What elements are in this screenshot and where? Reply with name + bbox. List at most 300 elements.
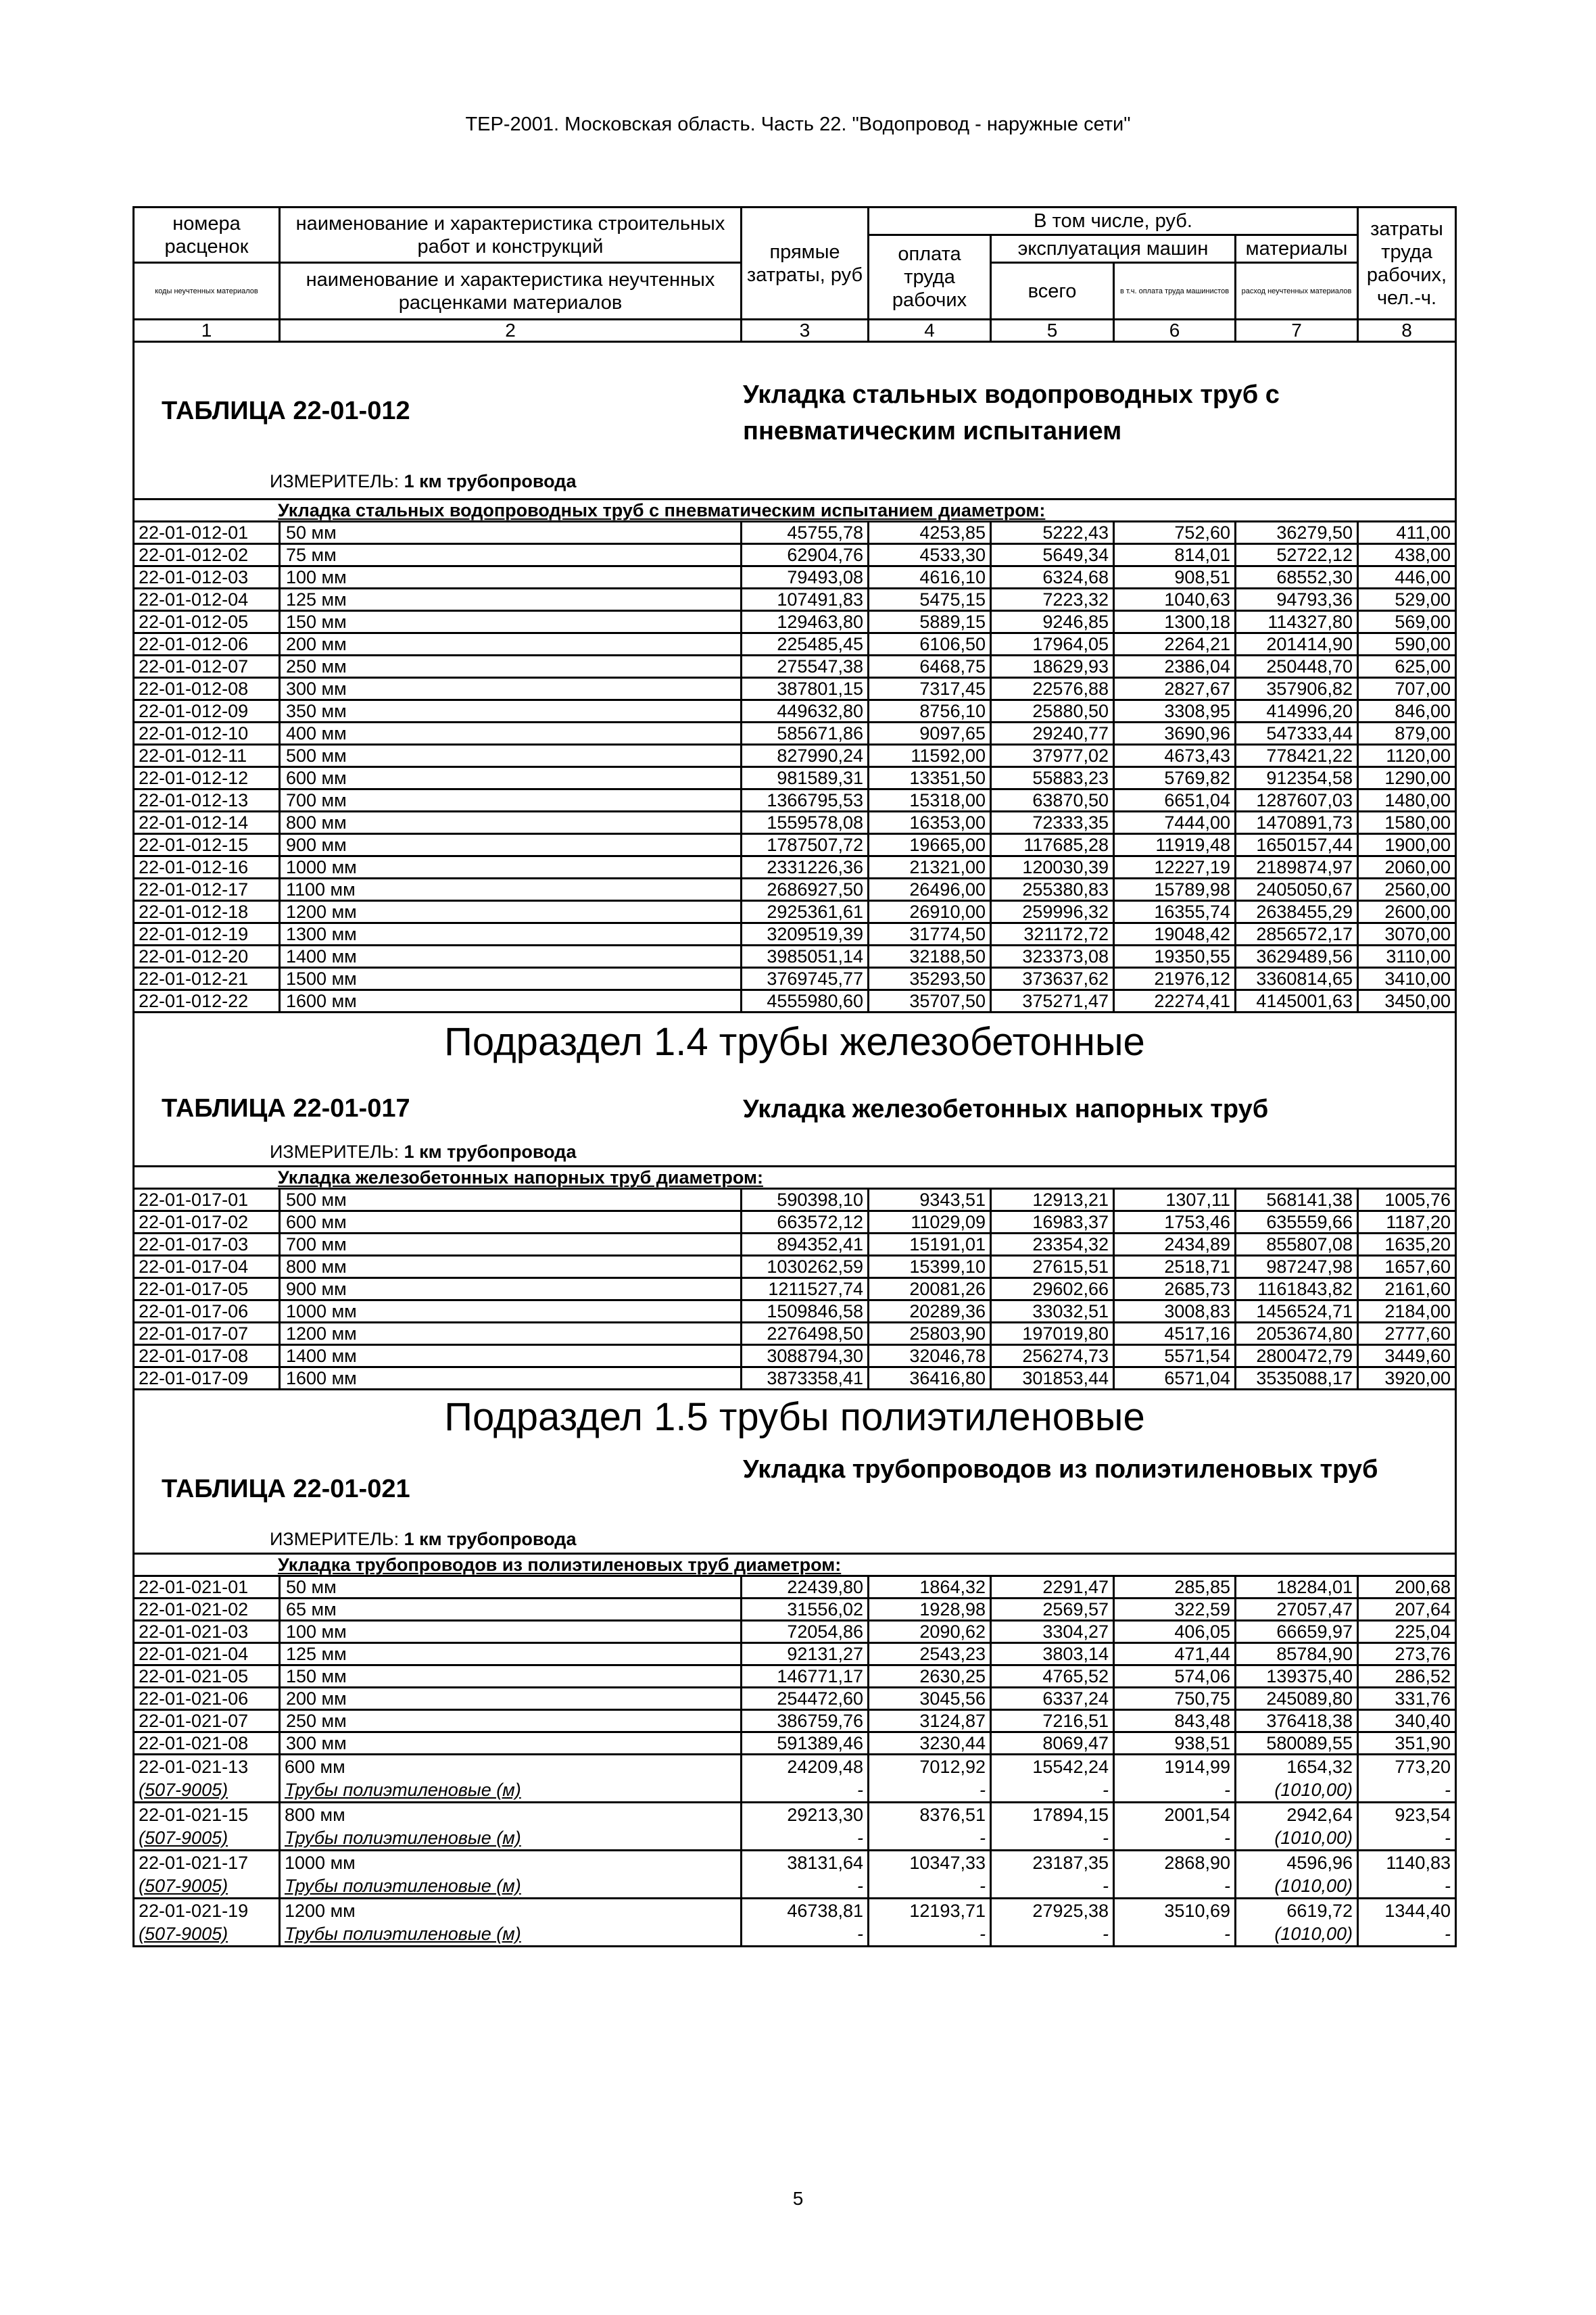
material-work-name-value: Трубы полиэтиленовые (м) — [285, 1828, 521, 1848]
rate-code: 22-01-012-21 — [134, 968, 280, 990]
machine-costs: 6324,68 — [991, 566, 1114, 589]
direct-costs: 387801,15 — [742, 678, 869, 700]
machine-costs: 9246,85 — [991, 611, 1114, 633]
labor-hours: 1290,00 — [1358, 767, 1456, 789]
worker-wages: 3230,44 — [869, 1732, 991, 1755]
worker-wages: 21321,00 — [869, 856, 991, 879]
labor-hours: 590,00 — [1358, 633, 1456, 656]
work-name: 125 мм — [280, 1643, 742, 1665]
work-name: 50 мм — [280, 522, 742, 544]
machinist-wages: 2518,71 — [1114, 1256, 1236, 1278]
work-name: 125 мм — [280, 589, 742, 611]
direct-costs: 79493,08 — [742, 566, 869, 589]
rate-code: 22-01-021-03 — [134, 1621, 280, 1643]
rate-code: 22-01-017-05 — [134, 1278, 280, 1300]
rate-code: 22-01-012-04 — [134, 589, 280, 611]
labor-hours: 3070,00 — [1358, 923, 1456, 946]
material-costs: 18284,01 — [1236, 1576, 1358, 1599]
machine-costs: 72333,35 — [991, 812, 1114, 834]
measurement-unit-label: ИЗМЕРИТЕЛЬ: — [270, 1529, 404, 1549]
labor-hours: 3410,00 — [1358, 968, 1456, 990]
material-costs: 778421,22 — [1236, 745, 1358, 767]
table-row — [134, 1256, 1456, 1278]
worker-wages: 19665,00 — [869, 834, 991, 856]
table-row — [134, 656, 1456, 678]
table-row — [134, 789, 1456, 812]
material-costs: 4596,96 — [1286, 1853, 1353, 1873]
subsection-row — [134, 1013, 1456, 1071]
table-heading-row — [134, 1444, 1456, 1554]
machine-costs: 256274,73 — [991, 1345, 1114, 1367]
work-name: 500 мм — [280, 1189, 742, 1211]
machine-costs-cell — [991, 1803, 1114, 1851]
table-description: Укладка трубопроводов из полиэтиленовых труб — [743, 1455, 1378, 1484]
material-costs: 912354,58 — [1236, 767, 1358, 789]
worker-wages-cell — [869, 1899, 991, 1947]
rate-code: 22-01-012-07 — [134, 656, 280, 678]
machinist-wages: 938,51 — [1114, 1732, 1236, 1755]
machine-costs-cell — [991, 1899, 1114, 1947]
machinist-wages: 843,48 — [1114, 1710, 1236, 1732]
material-costs: 6619,72 — [1286, 1901, 1353, 1921]
work-name: 100 мм — [280, 1621, 742, 1643]
measurement-unit — [270, 471, 576, 492]
labor-hours: 1005,76 — [1358, 1189, 1456, 1211]
material-material-costs — [1240, 1826, 1353, 1849]
labor-hours: 273,76 — [1358, 1643, 1456, 1665]
work-name: 350 мм — [280, 700, 742, 723]
direct-costs: 225485,45 — [742, 633, 869, 656]
direct-costs: 585671,86 — [742, 723, 869, 745]
worker-wages: 9097,65 — [869, 723, 991, 745]
work-name: 100 мм — [280, 566, 742, 589]
material-worker-wages-value: - — [980, 1924, 986, 1944]
work-name: 1100 мм — [280, 879, 742, 901]
material-costs: 4145001,63 — [1236, 990, 1358, 1013]
header-unaccounted-materials: расход неучтенных материалов — [1236, 263, 1358, 320]
work-name: 150 мм — [280, 1665, 742, 1688]
material-machine-costs — [996, 1778, 1109, 1801]
direct-costs: 2686927,50 — [742, 879, 869, 901]
direct-costs: 1030262,59 — [742, 1256, 869, 1278]
material-direct-costs — [746, 1874, 863, 1897]
machinist-wages: 2685,73 — [1114, 1278, 1236, 1300]
rate-code: 22-01-012-10 — [134, 723, 280, 745]
machinist-wages: 5769,82 — [1114, 767, 1236, 789]
machinist-wages: 574,06 — [1114, 1665, 1236, 1688]
table-row — [134, 1189, 1456, 1211]
table-row — [134, 1576, 1456, 1599]
rate-code: 22-01-012-09 — [134, 700, 280, 723]
rate-code: 22-01-017-07 — [134, 1323, 280, 1345]
rate-code: 22-01-017-09 — [134, 1367, 280, 1390]
machine-costs: 8069,47 — [991, 1732, 1114, 1755]
worker-wages: 4533,30 — [869, 544, 991, 566]
header-worker-wages: оплата труда рабочих — [869, 235, 991, 320]
machine-costs: 6337,24 — [991, 1688, 1114, 1710]
material-worker-wages-value: - — [980, 1828, 986, 1848]
worker-wages: 10347,33 — [909, 1853, 986, 1873]
table-row — [134, 1732, 1456, 1755]
machine-costs: 15542,24 — [1032, 1757, 1109, 1777]
work-name: 600 мм — [280, 1211, 742, 1234]
material-machine-costs-value: - — [1103, 1924, 1109, 1944]
machine-costs: 17964,05 — [991, 633, 1114, 656]
material-costs: 987247,98 — [1236, 1256, 1358, 1278]
header-machines-total: всего — [991, 263, 1114, 320]
material-costs: 1650157,44 — [1236, 834, 1358, 856]
rates-table-frame — [132, 206, 1455, 1947]
material-costs-cell — [1236, 1803, 1358, 1851]
material-worker-wages — [873, 1778, 986, 1801]
measurement-unit-value: 1 км трубопровода — [404, 1142, 577, 1162]
worker-wages: 12193,71 — [909, 1901, 986, 1921]
rate-code: 22-01-012-06 — [134, 633, 280, 656]
rates-table — [132, 206, 1457, 1947]
material-costs: 250448,70 — [1236, 656, 1358, 678]
table-row — [134, 990, 1456, 1013]
machinist-wages: 6571,04 — [1114, 1367, 1236, 1390]
worker-wages: 15399,10 — [869, 1256, 991, 1278]
table-row-with-material — [134, 1851, 1456, 1899]
material-work-name — [285, 1826, 736, 1849]
material-labor-hours — [1363, 1778, 1451, 1801]
rate-code: 22-01-012-12 — [134, 767, 280, 789]
group-title: Укладка стальных водопроводных труб с пневматическим испытанием диаметром: — [134, 499, 1456, 522]
group-title: Укладка железобетонных напорных труб диаметром: — [134, 1167, 1456, 1189]
work-name-cell — [280, 1755, 742, 1803]
group-row — [134, 1167, 1456, 1189]
material-costs: 2856572,17 — [1236, 923, 1358, 946]
direct-costs: 2276498,50 — [742, 1323, 869, 1345]
direct-costs: 386759,76 — [742, 1710, 869, 1732]
material-material-costs-value: (1010,00) — [1274, 1828, 1353, 1848]
rate-code: 22-01-012-15 — [134, 834, 280, 856]
material-direct-costs-value: - — [857, 1828, 863, 1848]
material-costs-cell — [1236, 1755, 1358, 1803]
labor-hours: 1187,20 — [1358, 1211, 1456, 1234]
direct-costs: 827990,24 — [742, 745, 869, 767]
header-rate-number: номера расценок — [134, 208, 280, 263]
rate-code: 22-01-021-17 — [139, 1853, 249, 1873]
document-title: ТЕР-2001. Московская область. Часть 22. "Водопровод - наружные сети" — [465, 114, 1131, 135]
material-labor-hours — [1363, 1922, 1451, 1945]
rate-code: 22-01-021-07 — [134, 1710, 280, 1732]
labor-hours: 1140,83 — [1386, 1853, 1451, 1873]
labor-hours: 2600,00 — [1358, 901, 1456, 923]
labor-hours: 569,00 — [1358, 611, 1456, 633]
machinist-wages: 406,05 — [1114, 1621, 1236, 1643]
labor-hours: 331,76 — [1358, 1688, 1456, 1710]
rate-code: 22-01-012-13 — [134, 789, 280, 812]
direct-costs: 449632,80 — [742, 700, 869, 723]
machinist-wages: 322,59 — [1114, 1599, 1236, 1621]
labor-hours: 200,68 — [1358, 1576, 1456, 1599]
work-name-cell — [280, 1803, 742, 1851]
machine-costs: 373637,62 — [991, 968, 1114, 990]
machinist-wages: 15789,98 — [1114, 879, 1236, 901]
rate-code-cell — [134, 1755, 280, 1803]
work-name: 50 мм — [280, 1576, 742, 1599]
material-costs: 114327,80 — [1236, 611, 1358, 633]
table-body — [134, 342, 1456, 1947]
labor-hours: 879,00 — [1358, 723, 1456, 745]
material-labor-hours — [1363, 1874, 1451, 1897]
material-costs: 201414,90 — [1236, 633, 1358, 656]
direct-costs: 92131,27 — [742, 1643, 869, 1665]
table-row — [134, 566, 1456, 589]
material-costs: 580089,55 — [1236, 1732, 1358, 1755]
work-name: 65 мм — [280, 1599, 742, 1621]
table-row — [134, 745, 1456, 767]
work-name: 200 мм — [280, 633, 742, 656]
material-direct-costs — [746, 1826, 863, 1849]
machinist-wages: 11919,48 — [1114, 834, 1236, 856]
machinist-wages: 16355,74 — [1114, 901, 1236, 923]
worker-wages-cell — [869, 1755, 991, 1803]
labor-hours-cell — [1358, 1755, 1456, 1803]
rate-code: 22-01-012-17 — [134, 879, 280, 901]
table-row — [134, 723, 1456, 745]
direct-costs: 129463,80 — [742, 611, 869, 633]
rate-code: 22-01-012-22 — [134, 990, 280, 1013]
machine-costs: 27925,38 — [1032, 1901, 1109, 1921]
machine-costs: 259996,32 — [991, 901, 1114, 923]
table-row — [134, 767, 1456, 789]
material-costs: 3360814,65 — [1236, 968, 1358, 990]
rate-code: 22-01-017-06 — [134, 1300, 280, 1323]
work-name: 300 мм — [280, 1732, 742, 1755]
column-number: 8 — [1358, 320, 1456, 342]
direct-costs: 3769745,77 — [742, 968, 869, 990]
work-name: 900 мм — [280, 1278, 742, 1300]
work-name: 700 мм — [280, 1234, 742, 1256]
table-row-with-material — [134, 1755, 1456, 1803]
material-labor-hours-value: - — [1445, 1828, 1451, 1848]
labor-hours: 2777,60 — [1358, 1323, 1456, 1345]
work-name: 400 мм — [280, 723, 742, 745]
machine-costs: 3304,27 — [991, 1621, 1114, 1643]
direct-costs: 275547,38 — [742, 656, 869, 678]
direct-costs-cell — [742, 1851, 869, 1899]
material-material-costs — [1240, 1922, 1353, 1945]
rate-code: 22-01-021-01 — [134, 1576, 280, 1599]
worker-wages: 26910,00 — [869, 901, 991, 923]
labor-hours: 286,52 — [1358, 1665, 1456, 1688]
worker-wages: 31774,50 — [869, 923, 991, 946]
labor-hours: 438,00 — [1358, 544, 1456, 566]
rate-code: 22-01-012-02 — [134, 544, 280, 566]
direct-costs: 2331226,36 — [742, 856, 869, 879]
table-row — [134, 544, 1456, 566]
labor-hours: 225,04 — [1358, 1621, 1456, 1643]
material-machinist-wages-value: - — [1224, 1780, 1230, 1800]
material-direct-costs — [746, 1922, 863, 1945]
labor-hours: 625,00 — [1358, 656, 1456, 678]
table-row — [134, 1211, 1456, 1234]
machine-costs: 27615,51 — [991, 1256, 1114, 1278]
material-work-name-value: Трубы полиэтиленовые (м) — [285, 1924, 521, 1944]
work-name: 150 мм — [280, 611, 742, 633]
machinist-wages: 1040,63 — [1114, 589, 1236, 611]
labor-hours-cell — [1358, 1851, 1456, 1899]
work-name: 250 мм — [280, 656, 742, 678]
machine-costs: 29602,66 — [991, 1278, 1114, 1300]
machine-costs-cell — [991, 1851, 1114, 1899]
table-row — [134, 879, 1456, 901]
work-name: 600 мм — [280, 767, 742, 789]
machine-costs-cell — [991, 1755, 1114, 1803]
machinist-wages: 6651,04 — [1114, 789, 1236, 812]
worker-wages: 6468,75 — [869, 656, 991, 678]
material-costs: 376418,38 — [1236, 1710, 1358, 1732]
machinist-wages: 750,75 — [1114, 1688, 1236, 1710]
header-group-including: В том числе, руб. — [869, 208, 1358, 235]
column-number: 5 — [991, 320, 1114, 342]
rate-code: 22-01-021-08 — [134, 1732, 280, 1755]
material-costs: 94793,36 — [1236, 589, 1358, 611]
group-row — [134, 1554, 1456, 1576]
material-machine-costs-value: - — [1103, 1876, 1109, 1896]
group-row — [134, 499, 1456, 522]
table-row — [134, 678, 1456, 700]
work-name: 1000 мм — [285, 1853, 356, 1873]
worker-wages: 20289,36 — [869, 1300, 991, 1323]
machinist-wages-cell — [1114, 1899, 1236, 1947]
worker-wages: 7012,92 — [919, 1757, 986, 1777]
labor-hours: 3449,60 — [1358, 1345, 1456, 1367]
material-costs: 1654,32 — [1286, 1757, 1353, 1777]
labor-hours: 2560,00 — [1358, 879, 1456, 901]
direct-costs: 2925361,61 — [742, 901, 869, 923]
header-work-name: наименование и характеристика строительных работ и конструкций — [280, 208, 742, 263]
machine-costs: 323373,08 — [991, 946, 1114, 968]
table-description: Укладка стальных водопроводных труб с пневматическим испытанием — [743, 381, 1280, 445]
direct-costs-cell — [742, 1803, 869, 1851]
work-name-cell — [280, 1851, 742, 1899]
material-costs: 1470891,73 — [1236, 812, 1358, 834]
material-machinist-wages — [1119, 1922, 1230, 1945]
subsection-title: Подраздел 1.4 трубы железобетонные — [134, 1013, 1456, 1071]
labor-hours-cell — [1358, 1899, 1456, 1947]
machine-costs: 375271,47 — [991, 990, 1114, 1013]
column-numbers-row — [134, 320, 1456, 342]
labor-hours-cell — [1358, 1803, 1456, 1851]
labor-hours: 1657,60 — [1358, 1256, 1456, 1278]
material-material-costs — [1240, 1778, 1353, 1801]
machinist-wages: 1300,18 — [1114, 611, 1236, 633]
table-row — [134, 1643, 1456, 1665]
table-row — [134, 1345, 1456, 1367]
machine-costs: 321172,72 — [991, 923, 1114, 946]
machinist-wages: 7444,00 — [1114, 812, 1236, 834]
worker-wages: 8376,51 — [919, 1805, 986, 1825]
worker-wages: 11592,00 — [869, 745, 991, 767]
machine-costs: 4765,52 — [991, 1665, 1114, 1688]
material-machinist-wages — [1119, 1778, 1230, 1801]
table-row — [134, 633, 1456, 656]
table-heading-row — [134, 1071, 1456, 1167]
material-costs: 27057,47 — [1236, 1599, 1358, 1621]
table-name: ТАБЛИЦА 22-01-012 — [162, 397, 410, 425]
group-title: Укладка трубопроводов из полиэтиленовых труб диаметром: — [134, 1554, 1456, 1576]
work-name: 1200 мм — [280, 1323, 742, 1345]
material-rate-code-value: (507-9005) — [139, 1828, 228, 1848]
work-name: 75 мм — [280, 544, 742, 566]
material-costs: 547333,44 — [1236, 723, 1358, 745]
machine-costs: 23187,35 — [1032, 1853, 1109, 1873]
work-name: 900 мм — [280, 834, 742, 856]
material-rate-code-value: (507-9005) — [139, 1876, 228, 1896]
direct-costs: 3985051,14 — [742, 946, 869, 968]
table-row — [134, 589, 1456, 611]
worker-wages: 32046,78 — [869, 1345, 991, 1367]
table-name: ТАБЛИЦА 22-01-021 — [162, 1475, 410, 1503]
table-row — [134, 1234, 1456, 1256]
worker-wages: 1864,32 — [869, 1576, 991, 1599]
work-name: 1300 мм — [280, 923, 742, 946]
material-material-costs-value: (1010,00) — [1274, 1780, 1353, 1800]
material-costs: 357906,82 — [1236, 678, 1358, 700]
material-direct-costs-value: - — [857, 1876, 863, 1896]
worker-wages: 32188,50 — [869, 946, 991, 968]
material-direct-costs-value: - — [857, 1924, 863, 1944]
material-costs: 1161843,82 — [1236, 1278, 1358, 1300]
direct-costs: 72054,86 — [742, 1621, 869, 1643]
machine-costs: 120030,39 — [991, 856, 1114, 879]
machinist-wages: 3308,95 — [1114, 700, 1236, 723]
machinist-wages: 3008,83 — [1114, 1300, 1236, 1323]
worker-wages: 9343,51 — [869, 1189, 991, 1211]
header-labor-hours: затраты труда рабочих, чел.-ч. — [1358, 208, 1456, 320]
table-row — [134, 1599, 1456, 1621]
rate-code: 22-01-012-19 — [134, 923, 280, 946]
material-labor-hours-value: - — [1445, 1780, 1451, 1800]
material-costs: 1456524,71 — [1236, 1300, 1358, 1323]
machine-costs: 255380,83 — [991, 879, 1114, 901]
material-machine-costs-value: - — [1103, 1828, 1109, 1848]
machine-costs: 25880,50 — [991, 700, 1114, 723]
column-number: 4 — [869, 320, 991, 342]
work-name: 1600 мм — [280, 990, 742, 1013]
labor-hours: 207,64 — [1358, 1599, 1456, 1621]
work-name: 1600 мм — [280, 1367, 742, 1390]
table-row — [134, 1665, 1456, 1688]
column-number: 7 — [1236, 320, 1358, 342]
machinist-wages: 1307,11 — [1114, 1189, 1236, 1211]
material-work-name-value: Трубы полиэтиленовые (м) — [285, 1876, 521, 1896]
table-heading-row — [134, 342, 1456, 499]
rate-code: 22-01-012-08 — [134, 678, 280, 700]
machinist-wages: 19350,55 — [1114, 946, 1236, 968]
rate-code: 22-01-012-18 — [134, 901, 280, 923]
machinist-wages: 4517,16 — [1114, 1323, 1236, 1345]
machine-costs: 7223,32 — [991, 589, 1114, 611]
machinist-wages: 471,44 — [1114, 1643, 1236, 1665]
machine-costs: 37977,02 — [991, 745, 1114, 767]
machinist-wages: 2001,54 — [1164, 1805, 1230, 1825]
machinist-wages: 1914,99 — [1164, 1757, 1230, 1777]
rate-code: 22-01-021-19 — [139, 1901, 249, 1921]
machinist-wages: 1753,46 — [1114, 1211, 1236, 1234]
labor-hours: 351,90 — [1358, 1732, 1456, 1755]
machine-costs: 17894,15 — [1032, 1805, 1109, 1825]
table-row — [134, 1367, 1456, 1390]
material-costs: 52722,12 — [1236, 544, 1358, 566]
measurement-unit — [270, 1529, 576, 1550]
direct-costs: 3209519,39 — [742, 923, 869, 946]
table-row — [134, 1621, 1456, 1643]
